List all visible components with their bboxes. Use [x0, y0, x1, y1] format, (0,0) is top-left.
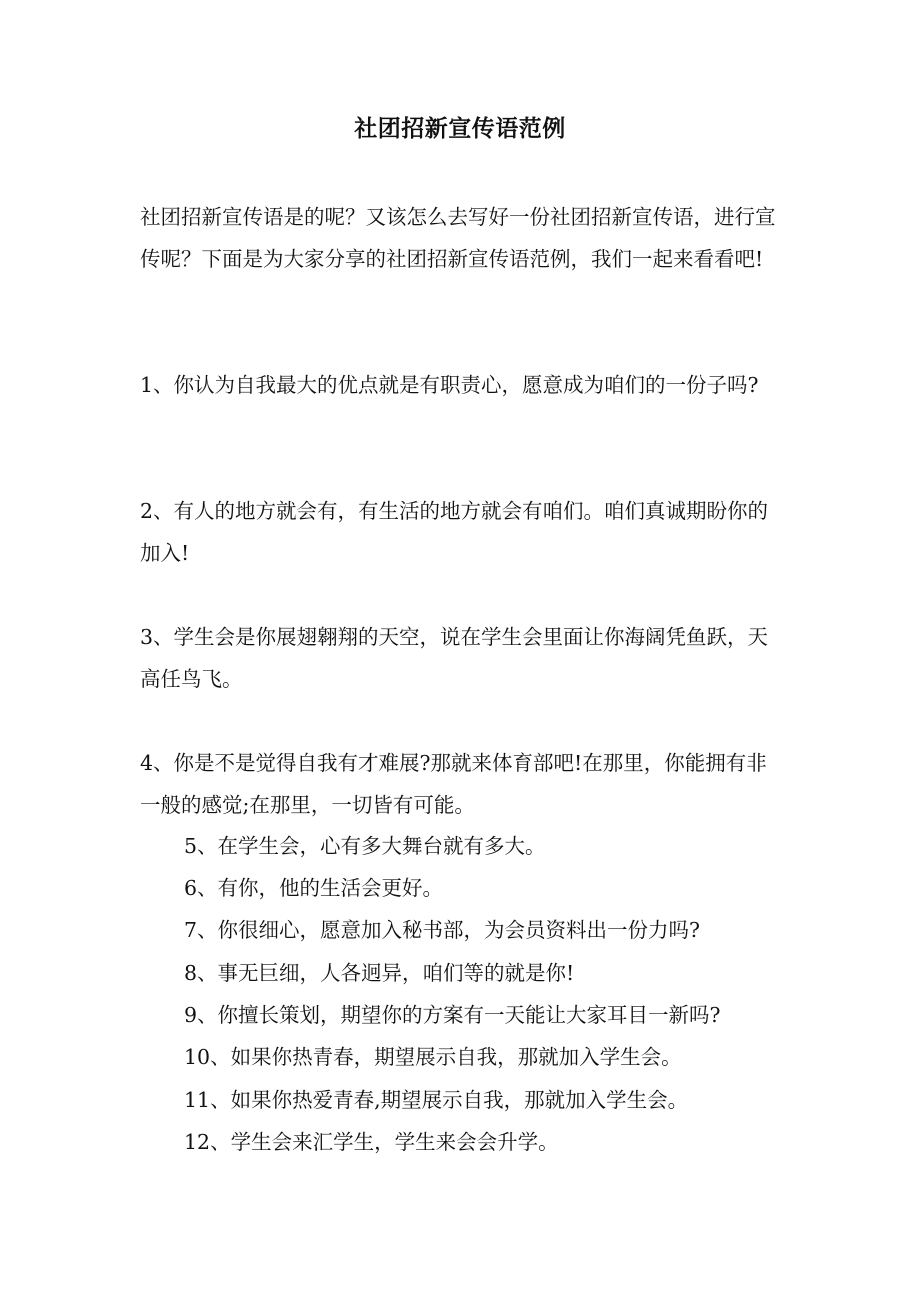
slogan-line-6: 6、有你，他的生活会更好。: [184, 876, 444, 900]
document-title: 社团招新宣传语范例: [354, 115, 566, 142]
slogan-paragraph-1: 1、你认为自我最大的优点就是有职责心，愿意成为咱们的一份子吗?: [140, 373, 759, 397]
intro-paragraph: 社团招新宣传语是的呢？又该怎么去写好一份社团招新宣传语，进行宣传呢？下面是为大家分享的社团招新宣传语范例，我们一起来看看吧!: [140, 205, 776, 271]
slogan-line-7: 7、你很细心，愿意加入秘书部，为会员资料出一份力吗?: [184, 918, 701, 942]
slogan-line-5: 5、在学生会，心有多大舞台就有多大。: [184, 834, 546, 858]
slogan-paragraph-2: 2、有人的地方就会有，有生活的地方就会有咱们。咱们真诚期盼你的加入!: [140, 499, 769, 565]
slogan-line-11: 11、如果你热爱青春,期望展示自我，那就加入学生会。: [184, 1088, 689, 1112]
slogan-line-12: 12、学生会来汇学生，学生来会会升学。: [184, 1130, 559, 1154]
slogan-line-8: 8、事无巨细，人各迥异，咱们等的就是你!: [184, 961, 575, 985]
slogan-paragraph-3: 3、学生会是你展翅翱翔的天空，说在学生会里面让你海阔凭鱼跃，天高任鸟飞。: [140, 625, 769, 691]
slogan-line-9: 9、你擅长策划，期望你的方案有一天能让大家耳目一新吗?: [184, 1003, 721, 1027]
slogan-line-10: 10、如果你热青春，期望展示自我，那就加入学生会。: [184, 1045, 682, 1069]
slogan-paragraph-4: 4、你是不是觉得自我有才难展?那就来体育部吧!在那里，你能拥有非一般的感觉;在那里，一切皆有可能。: [140, 751, 767, 817]
